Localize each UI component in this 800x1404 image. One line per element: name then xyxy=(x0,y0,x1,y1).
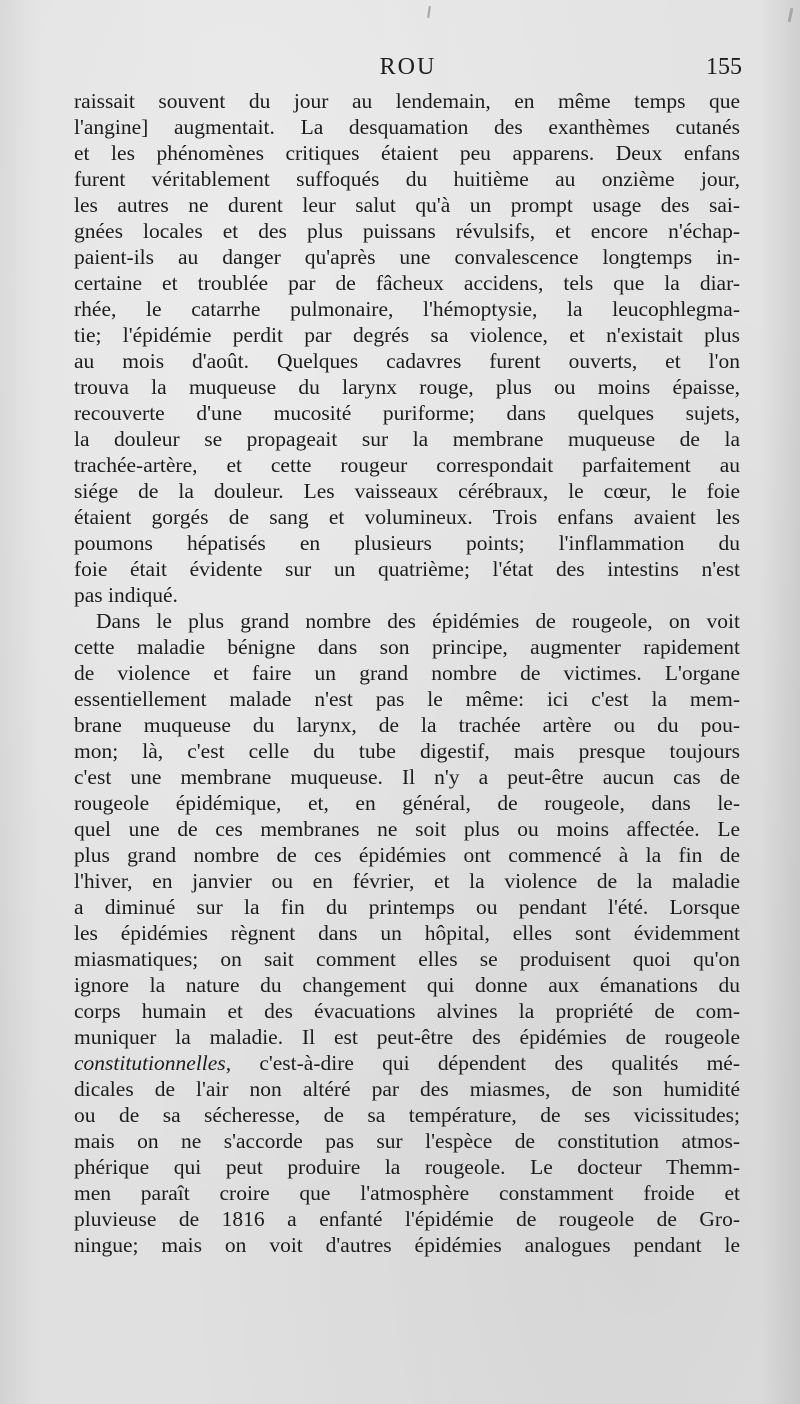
text-line: et les phénomènes critiques étaient peu apparens. Deux enfans xyxy=(74,141,740,165)
text-line: foie était évidente sur un quatrième; l'état des intestins n'est xyxy=(74,557,740,581)
text-line: la douleur se propageait sur la membrane muqueuse de la xyxy=(74,427,740,451)
text-line-with-italic xyxy=(74,1050,740,1076)
line-remainder: , c'est-à-dire qui dépendent des qualités mé- xyxy=(225,1051,740,1075)
text-line: tie; l'épidémie perdit par degrés sa violence, et n'existait plus xyxy=(74,323,740,347)
body-text xyxy=(74,88,740,1258)
text-line: siége de la douleur. Les vaisseaux cérébraux, le cœur, le foie xyxy=(74,479,740,503)
page-number: 155 xyxy=(706,54,742,80)
text-line: cette maladie bénigne dans son principe, augmenter rapidement xyxy=(74,635,740,659)
text-line: brane muqueuse du larynx, de la trachée artère ou du pou- xyxy=(74,713,740,737)
text-line: de violence et faire un grand nombre de victimes. L'organe xyxy=(74,661,740,685)
text-line: corps humain et des évacuations alvines la propriété de com- xyxy=(74,999,740,1023)
text-line: dicales de l'air non altéré par des miasmes, de son humidité xyxy=(74,1077,740,1101)
text-line: plus grand nombre de ces épidémies ont commencé à la fin de xyxy=(74,843,740,867)
text-line: phérique qui peut produire la rougeole. Le docteur Themm- xyxy=(74,1155,740,1179)
text-line: ningue; mais on voit d'autres épidémies analogues pendant le xyxy=(74,1233,740,1257)
paragraph-start-line: Dans le plus grand nombre des épidémies de rougeole, on voit xyxy=(96,609,740,633)
text-line: gnées locales et des plus puissans révulsifs, et encore n'échap- xyxy=(74,219,740,243)
text-line: rougeole épidémique, et, en général, de rougeole, dans le- xyxy=(74,791,740,815)
text-line: quel une de ces membranes ne soit plus ou moins affectée. Le xyxy=(74,817,740,841)
ink-mark xyxy=(788,8,794,22)
text-line: ignore la nature du changement qui donne aux émanations du xyxy=(74,973,740,997)
text-line: mais on ne s'accorde pas sur l'espèce de constitution atmos- xyxy=(74,1129,740,1153)
text-line: les épidémies règnent dans un hôpital, elles sont évidemment xyxy=(74,921,740,945)
text-line: trachée-artère, et cette rougeur correspondait parfaitement au xyxy=(74,453,740,477)
running-head: ROU xyxy=(379,54,437,80)
text-line: furent véritablement suffoqués du huitième au onzième jour, xyxy=(74,167,740,191)
text-line: recouverte d'une mucosité puriforme; dans quelques sujets, xyxy=(74,401,740,425)
ink-mark xyxy=(427,6,431,18)
text-line: essentiellement malade n'est pas le même: ici c'est la mem- xyxy=(74,687,740,711)
text-line: les autres ne durent leur salut qu'à un prompt usage des sai- xyxy=(74,193,740,217)
text-line: miasmatiques; on sait comment elles se produisent quoi qu'on xyxy=(74,947,740,971)
text-line: a diminué sur la fin du printemps ou pendant l'été. Lorsque xyxy=(74,895,740,919)
text-line: l'angine] augmentait. La desquamation des exanthèmes cutanés xyxy=(74,115,740,139)
text-line: ou de sa sécheresse, de sa température, de ses vicissitudes; xyxy=(74,1103,740,1127)
text-line: certaine et troublée par de fâcheux accidens, tels que la diar- xyxy=(74,271,740,295)
text-line: au mois d'août. Quelques cadavres furent ouverts, et l'on xyxy=(74,349,740,373)
text-line: c'est une membrane muqueuse. Il n'y a peut-être aucun cas de xyxy=(74,765,740,789)
text-line: raissait souvent du jour au lendemain, en même temps que xyxy=(74,89,740,113)
text-line: l'hiver, en janvier ou en février, et la violence de la maladie xyxy=(74,869,740,893)
text-line: men paraît croire que l'atmosphère constamment froide et xyxy=(74,1181,740,1205)
text-line: mon; là, c'est celle du tube digestif, mais presque toujours xyxy=(74,739,740,763)
text-line: poumons hépatisés en plusieurs points; l'inflammation du xyxy=(74,531,740,555)
paragraph-end-line: pas indiqué. xyxy=(74,583,178,607)
text-line: rhée, le catarrhe pulmonaire, l'hémoptysie, la leucophlegma- xyxy=(74,297,740,321)
text-line: paient-ils au danger qu'après une convalescence longtemps in- xyxy=(74,245,740,269)
italic-term: constitutionnelles xyxy=(74,1051,226,1075)
text-line: muniquer la maladie. Il est peut-être des épidémies de rougeole xyxy=(74,1025,740,1049)
text-line: trouva la muqueuse du larynx rouge, plus ou moins épaisse, xyxy=(74,375,740,399)
text-line: étaient gorgés de sang et volumineux. Trois enfans avaient les xyxy=(74,505,740,529)
page-header xyxy=(74,54,742,90)
text-line: pluvieuse de 1816 a enfanté l'épidémie de rougeole de Gro- xyxy=(74,1207,740,1231)
